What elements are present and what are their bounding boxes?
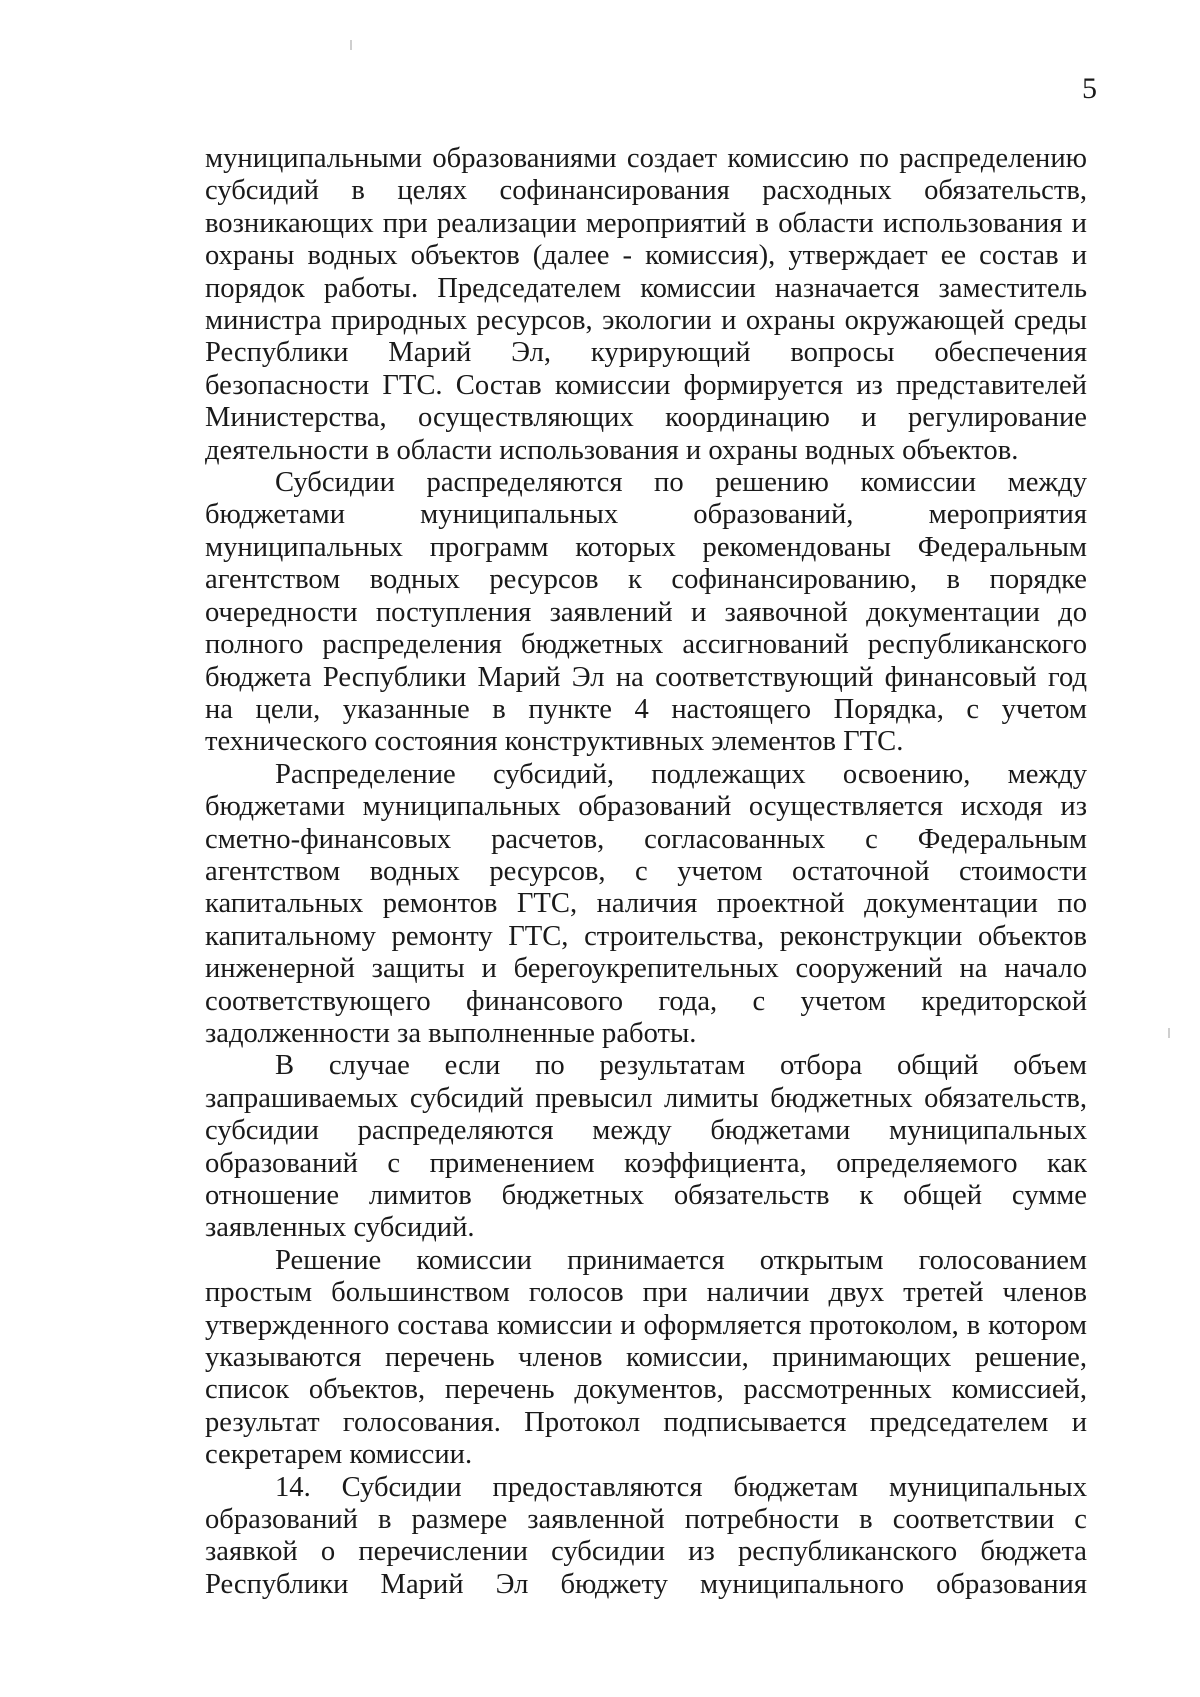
paragraph-subsidy-distribution: Субсидии распределяются по решению комиссии между бюджетами муниципальных образований, мероприятия муниципальных программ которых рекомендованы Федеральным агентством водных ресурсов к софинансированию, в порядке очередности поступления заявлений и заявочной документации до полного распределения бюджетных ассигнований республиканского бюджета Республики Марий Эл на соответствующий финансовый год на цели, указанные в пункте 4 настоящего Порядка, с учетом технического состояния конструктивных элементов ГТС. xyxy=(205,467,1087,758)
paragraph-item-14: 14. Субсидии предоставляются бюджетам муниципальных образований в размере заявленной потребности в соответствии с заявкой о перечислении субсидии из республиканского бюджета Республики Марий Эл бюджету муниципального образования xyxy=(205,1471,1087,1600)
paragraph-limit-exceeded: В случае если по результатам отбора общий объем запрашиваемых субсидий превысил лимиты бюджетных обязательств, субсидии распределяются между бюджетами муниципальных образований с применением коэффициента, определяемого как отношение лимитов бюджетных обязательств к общей сумме заявленных субсидий. xyxy=(205,1050,1087,1244)
paragraph-commission-creation: муниципальными образованиями создает комиссию по распределению субсидий в целях софинансирования расходных обязательств, возникающих при реализации мероприятий в области использования и охраны водных объектов (далее - комиссия), утверждает ее состав и порядок работы. Председателем комиссии назначается заместитель министра природных ресурсов, экологии и охраны окружающей среды Республики Марий Эл, курирующий вопросы обеспечения безопасности ГТС. Состав комиссии формируется из представителей Министерства, осуществляющих координацию и регулирование деятельности в области использования и охраны водных объектов. xyxy=(205,143,1087,466)
body-text xyxy=(205,143,1087,1601)
scan-artifact xyxy=(350,40,352,50)
paragraph-commission-decision: Решение комиссии принимается открытым голосованием простым большинством голосов при наличии двух третей членов утвержденного состава комиссии и оформляется протоколом, в котором указываются перечень членов комиссии, принимающих решение, список объектов, перечень документов, рассмотренных комиссией, результат голосования. Протокол подписывается председателем и секретарем комиссии. xyxy=(205,1244,1087,1471)
paragraph-distribution-calculation: Распределение субсидий, подлежащих освоению, между бюджетами муниципальных образований осуществляется исходя из сметно-финансовых расчетов, согласованных с Федеральным агентством водных ресурсов, с учетом остаточной стоимости капитальных ремонтов ГТС, наличия проектной документации по капитальному ремонту ГТС, строительства, реконструкции объектов инженерной защиты и берегоукрепительных сооружений на начало соответствующего финансового года, с учетом кредиторской задолженности за выполненные работы. xyxy=(205,758,1087,1049)
page-number: 5 xyxy=(1082,72,1097,105)
scan-artifact xyxy=(1168,1028,1170,1038)
